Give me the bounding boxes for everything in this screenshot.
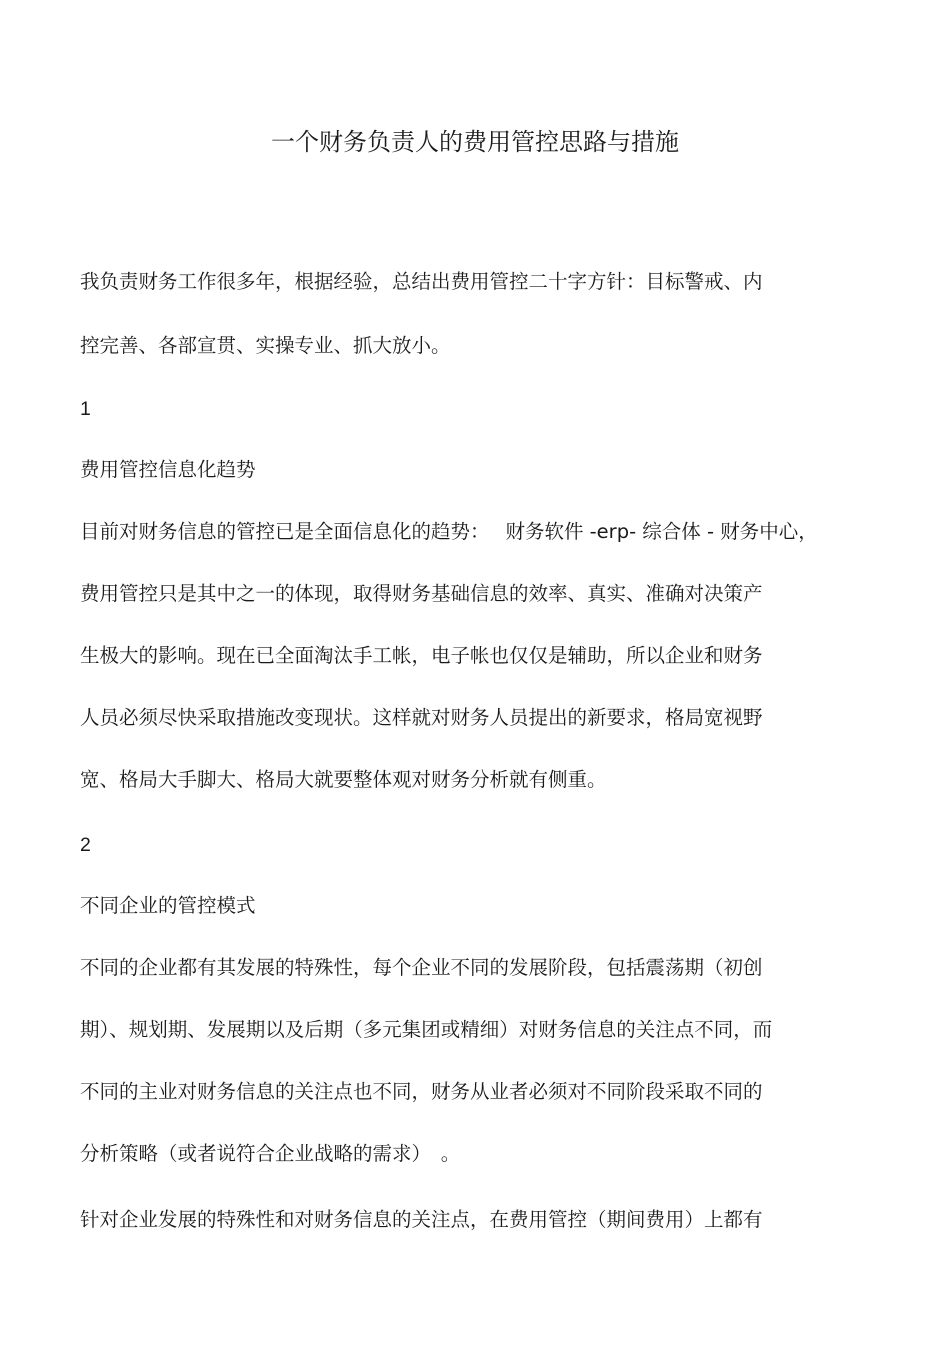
section-2-line-1: 不同的企业都有其发展的特殊性，每个企业不同的发展阶段，包括震荡期（初创 [80,956,763,979]
section-2-line-3: 不同的主业对财务信息的关注点也不同，财务从业者必须对不同阶段采取不同的 [80,1080,763,1103]
section-2-line-4: 分析策略（或者说符合企业战略的需求） 。 [80,1142,461,1165]
section-1-line-5: 宽、格局大手脚大、格局大就要整体观对财务分析就有侧重。 [80,768,607,791]
section-2-number: 2 [80,834,91,856]
section-1-number: 1 [80,398,91,420]
section-1-line-4: 人员必须尽快采取措施改变现状。这样就对财务人员提出的新要求，格局宽视野 [80,706,763,729]
section-1-line-2: 费用管控只是其中之一的体现，取得财务基础信息的效率、真实、准确对决策产 [80,582,763,605]
section-2-line-5: 针对企业发展的特殊性和对财务信息的关注点，在费用管控（期间费用）上都有 [80,1208,763,1231]
section-2-line-2: 期）、规划期、发展期以及后期（多元集团或精细）对财务信息的关注点不同，而 [80,1018,773,1041]
intro-line-2: 控完善、各部宣贯、实操专业、抓大放小。 [80,334,451,357]
section-1-line-1: 目前对财务信息的管控已是全面信息化的趋势： 财务软件 -erp- 综合体 - 财务中心， [80,520,818,543]
section-1-line-3: 生极大的影响。现在已全面淘汰手工帐，电子帐也仅仅是辅助，所以企业和财务 [80,644,763,667]
intro-line-1: 我负责财务工作很多年，根据经验，总结出费用管控二十字方针：目标警戒、内 [80,270,763,293]
document-title: 一个财务负责人的费用管控思路与措施 [271,128,679,156]
section-2-heading: 不同企业的管控模式 [80,894,256,917]
section-1-heading: 费用管控信息化趋势 [80,458,256,481]
